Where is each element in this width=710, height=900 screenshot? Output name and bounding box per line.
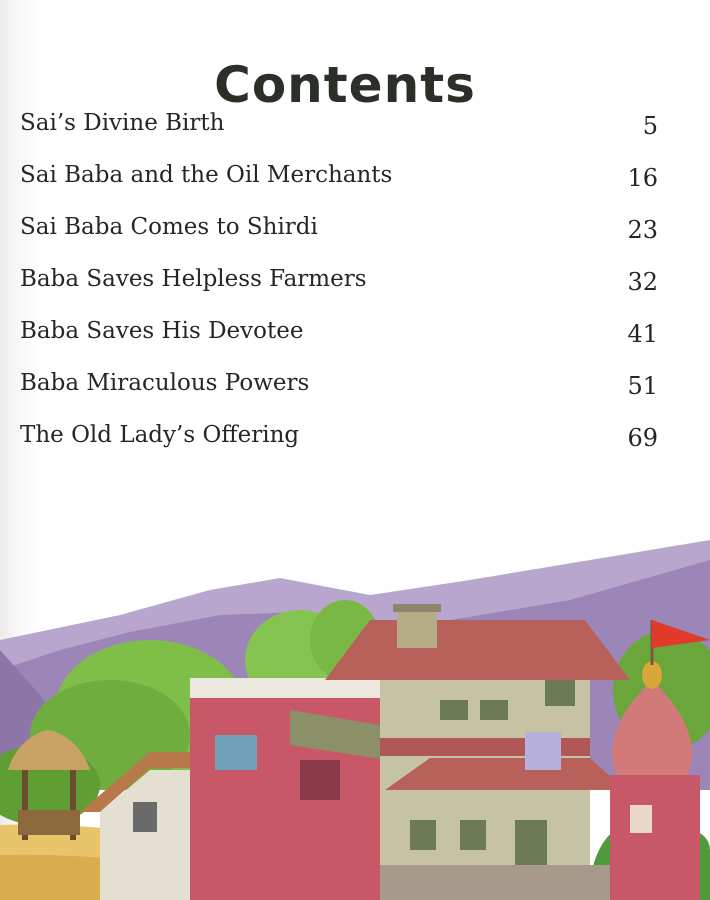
- toc-entry-title: Baba Saves Helpless Farmers: [20, 266, 367, 292]
- central-roof: [325, 620, 630, 680]
- toc-entry-page: 16: [627, 164, 658, 192]
- toc-entry-page: 41: [627, 320, 658, 348]
- central-window: [410, 820, 436, 850]
- toc-entry-title: Baba Saves His Devotee: [20, 318, 304, 344]
- pink-building-window: [215, 735, 257, 770]
- central-window: [440, 700, 468, 720]
- temple-finial: [642, 661, 662, 689]
- chimney-cap: [393, 604, 441, 612]
- toc-entry-page: 23: [627, 216, 658, 244]
- central-window: [460, 820, 486, 850]
- toc-entry-page: 32: [627, 268, 658, 296]
- toc-entry[interactable]: [20, 416, 660, 468]
- low-wall: [380, 865, 610, 900]
- toc-entry-title: Sai Baba and the Oil Merchants: [20, 162, 393, 188]
- temple-base: [610, 775, 700, 900]
- hut-fence: [18, 810, 80, 835]
- toc-entry-title: Sai’s Divine Birth: [20, 110, 225, 136]
- toc-entry-title: Sai Baba Comes to Shirdi: [20, 214, 318, 240]
- pink-building-railing: [190, 678, 390, 698]
- table-of-contents: [20, 104, 660, 468]
- toc-entry-page: 5: [642, 112, 658, 140]
- village-illustration: [0, 520, 710, 900]
- toc-entry-title: Baba Miraculous Powers: [20, 370, 310, 396]
- toc-entry[interactable]: [20, 104, 660, 156]
- toc-entry[interactable]: [20, 364, 660, 416]
- toc-entry-page: 51: [627, 372, 658, 400]
- central-window: [480, 700, 508, 720]
- central-window: [545, 680, 575, 706]
- toc-entry[interactable]: [20, 208, 660, 260]
- pink-building-window: [300, 760, 340, 800]
- page-title: Contents: [214, 55, 476, 114]
- laundry-cloth: [525, 732, 561, 770]
- house-window: [133, 802, 157, 832]
- toc-entry[interactable]: [20, 260, 660, 312]
- toc-entry[interactable]: [20, 312, 660, 364]
- chimney: [397, 610, 437, 648]
- toc-entry[interactable]: [20, 156, 660, 208]
- toc-entry-page: 69: [627, 424, 658, 452]
- temple-window: [630, 805, 652, 833]
- toc-entry-title: The Old Lady’s Offering: [20, 422, 300, 448]
